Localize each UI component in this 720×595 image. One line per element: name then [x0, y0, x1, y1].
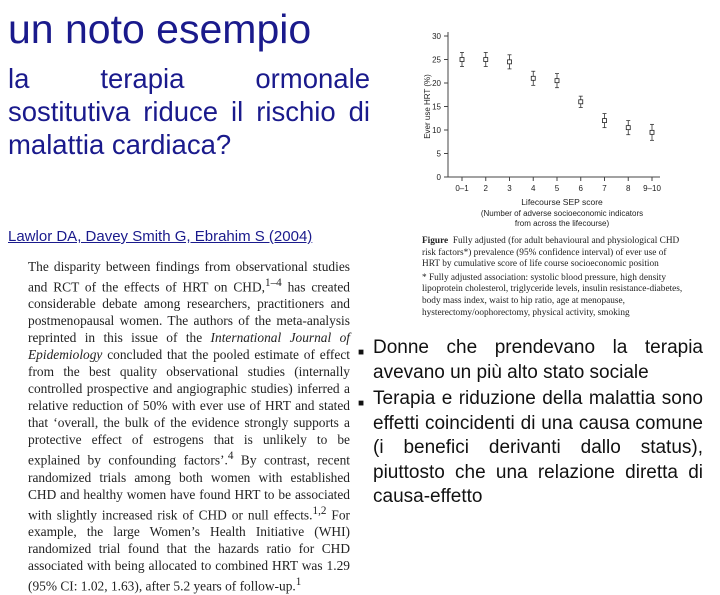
- bullet-text: Terapia e riduzione della malattia sono effetti coincidenti di una causa comune (i benefici derivanti dallo status), piuttosto che una relazione diretta di causa-effetto: [373, 388, 703, 507]
- square-bullet-icon: ■: [358, 347, 365, 358]
- reference-1: 1–4: [265, 277, 282, 289]
- y-tick-label: 10: [432, 126, 441, 135]
- x-axis-sublabel-2: from across the lifecourse): [514, 219, 610, 228]
- x-axis-sublabel-1: (Number of adverse socioeconomic indicators: [480, 209, 644, 218]
- x-axis-label: Lifecourse SEP score: [521, 197, 603, 207]
- x-tick-label: 3: [507, 184, 512, 193]
- data-point: [555, 79, 559, 83]
- slide-subtitle: [8, 62, 370, 161]
- x-tick-label: 5: [554, 184, 560, 193]
- figure-caption-text: Fully adjusted (for adult behavioural and physiological CHD risk factors*) prevalence (95% confidence interval) of ever use of HRT by cumulative score of life course socioeconomic position: [422, 236, 680, 270]
- hrt-sep-chart: [410, 22, 670, 232]
- x-tick-label: 6: [578, 184, 583, 193]
- figure-caption-label: Figure: [422, 236, 449, 246]
- excerpt-part-2: has created considerable debate among researchers, practitioners and postmenopausal women. The authors of the meta-analysis reprinted in this issue of the: [28, 279, 350, 346]
- data-point: [579, 100, 583, 104]
- y-tick-label: 15: [432, 102, 441, 112]
- article-excerpt: [28, 258, 350, 595]
- data-point: [460, 58, 464, 62]
- x-tick-label: 9–10: [643, 184, 661, 193]
- subtitle-line-1: la terapia ormonale: [8, 63, 370, 94]
- citation-link[interactable]: Lawlor DA, Davey Smith G, Ebrahim S (2004): [8, 228, 313, 245]
- data-point: [603, 119, 607, 123]
- reference-4: 1: [295, 576, 302, 589]
- data-point: [650, 130, 654, 134]
- square-bullet-icon: ■: [358, 398, 365, 409]
- journal-name: International Journal of Epidemiology: [28, 330, 351, 363]
- y-tick-label: 0: [436, 173, 441, 182]
- bullet-item: [358, 387, 703, 510]
- y-tick-label: 25: [432, 55, 441, 65]
- y-tick-label: 5: [436, 149, 441, 159]
- excerpt-part-3: concluded that the pooled estimate of effect from the best quality observational studies (internally controlled prospective and angiographic studies) inferred a relative reduction of 50% with ever use of HRT and stated that ‘overall, the bulk of the evidence strongly supports a protective effect of estrogens that is unlikely to be explained by confounding factors’.: [28, 347, 350, 468]
- x-tick-label: 7: [602, 184, 607, 193]
- y-tick-label: 20: [432, 79, 441, 88]
- figure-note: * Fully adjusted association: systolic blood pressure, high density lipoprotein cholesterol, triglyceride levels, insulin resistance-diabetes, body mass index, waist to hip ratio, age at menopause, hysterectomy/oophorectomy, physical activity, smoking: [422, 272, 683, 318]
- bullet-item: [358, 336, 703, 385]
- data-point: [531, 76, 535, 80]
- subtitle-rest: sostitutiva riduce il rischio di malattia cardiaca?: [8, 96, 370, 160]
- slide-title: un noto esempio: [8, 6, 312, 52]
- reference-2: 4: [227, 450, 234, 463]
- data-point: [508, 60, 512, 64]
- reference-3: 1,2: [312, 504, 327, 517]
- bullet-text: Donne che prendevano la terapia avevano un più alto stato sociale: [373, 337, 703, 383]
- bullet-list: [358, 336, 703, 512]
- x-tick-label: 2: [483, 184, 488, 193]
- y-tick-label: 30: [432, 32, 441, 41]
- data-point: [626, 126, 630, 130]
- excerpt-part-1: The disparity between findings from observational studies and RCT of the effects of HRT on CHD,: [28, 259, 350, 295]
- x-tick-label: 8: [626, 184, 631, 193]
- excerpt-part-5: For example, the large Women’s Health Initiative (WHI) randomized trial found that the hazards ratio for CHD associated with being allocated to combined HRT was 1.29 (95% CI: 1.02, 1.63), after 5.2 years of follow-up.: [28, 507, 350, 594]
- y-axis-label: Ever use HRT (%): [423, 74, 432, 139]
- figure-caption: [422, 236, 684, 319]
- excerpt-part-4: By contrast, recent randomized trials among both women with established CHD and healthy women have found HRT to be associated with slightly increased risk of CHD or null effects.: [28, 452, 350, 523]
- data-point: [484, 58, 488, 62]
- x-tick-label: 0–1: [455, 184, 469, 193]
- x-tick-label: 4: [531, 184, 536, 193]
